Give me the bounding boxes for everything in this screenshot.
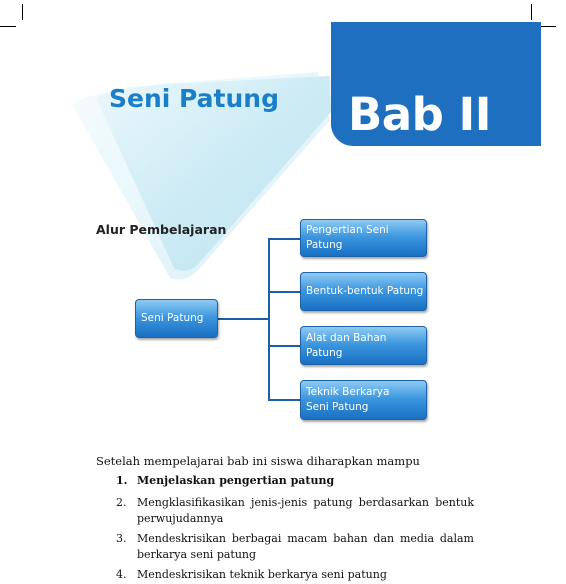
flow-root-node — [135, 299, 218, 338]
flow-branch-label: Alat dan Bahan Patung — [306, 331, 387, 359]
objective-number: 3. — [116, 532, 127, 545]
objective-number: 1. — [116, 474, 128, 487]
objective-text: Mengklasifikasikan jenis-jenis patung berdasarkan bentuk perwujudannya — [137, 496, 474, 525]
objective-text: Menjelaskan pengertian patung — [137, 474, 335, 487]
flow-branch-node-1 — [300, 219, 427, 257]
connector-branch-1 — [268, 238, 300, 240]
flow-branch-label: Pengertian Seni Patung — [306, 224, 389, 251]
objective-text: Mendeskrisikan berbagai macam bahan dan media dalam berkarya seni patung — [137, 532, 474, 561]
flow-root-label: Seni Patung — [141, 312, 204, 324]
connector-root — [217, 318, 269, 320]
flow-branch-label-line-2: Seni Patung — [306, 401, 369, 413]
flow-branch-node-4 — [300, 380, 427, 420]
objectives-intro: Setelah mempelajarai bab ini siswa diharapkan mampu — [96, 454, 420, 468]
flow-branch-label: Bentuk-bentuk Patung — [306, 285, 424, 297]
objective-number: 2. — [116, 496, 127, 509]
connector-trunk — [268, 238, 270, 401]
flow-heading: Alur Pembelajaran — [96, 222, 227, 237]
flow-branch-node-2 — [300, 272, 427, 311]
connector-branch-2 — [268, 291, 300, 293]
objective-number: 4. — [116, 568, 127, 581]
connector-branch-3 — [268, 345, 300, 347]
chapter-title: Seni Patung — [109, 84, 279, 113]
flow-branch-label-line-1: Teknik Berkarya — [306, 386, 390, 398]
chapter-number: Bab II — [348, 88, 492, 141]
flow-branch-node-3 — [300, 326, 427, 365]
objective-text: Mendeskrisikan teknik berkarya seni patung — [137, 568, 387, 581]
connector-branch-4 — [268, 399, 300, 401]
